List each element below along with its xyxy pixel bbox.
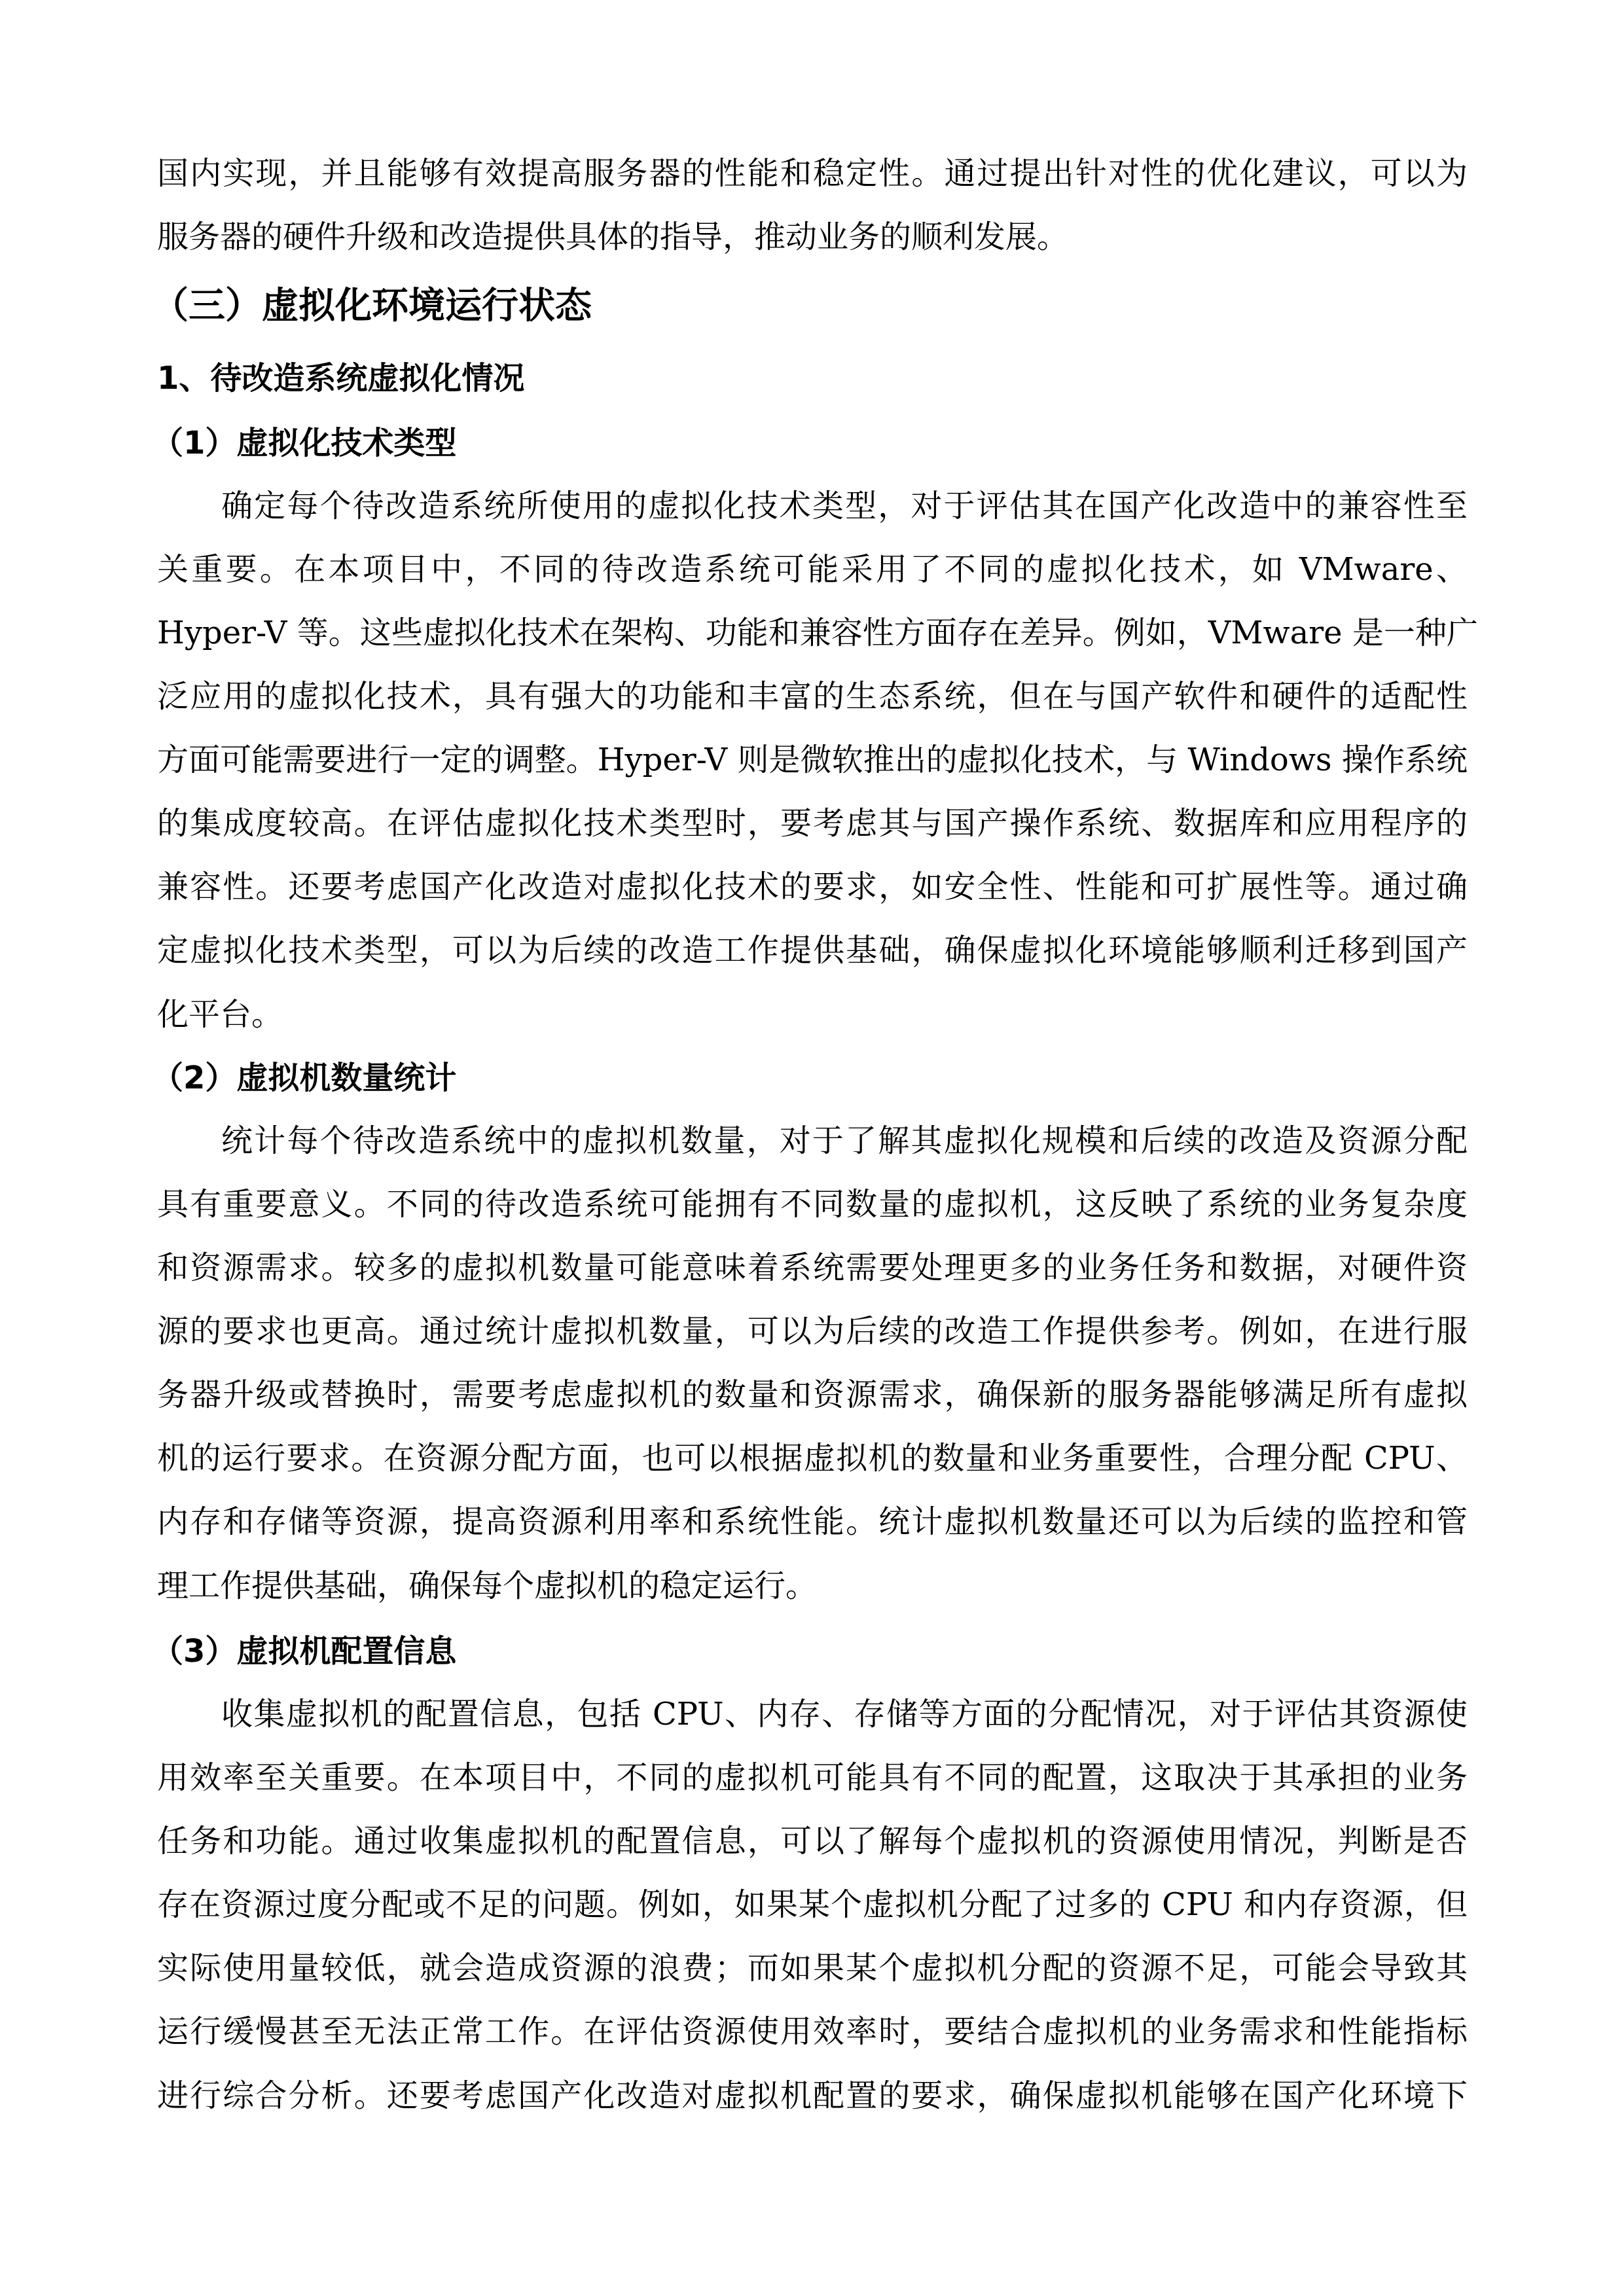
paragraph-2-line-1: 统计每个待改造系统中的虚拟机数量，对于了解其虚拟化规模和后续的改造及资源分配	[221, 1122, 1468, 1159]
paragraph-3-line-5: 实际使用量较低，就会造成资源的浪费；而如果某个虚拟机分配的资源不足，可能会导致其	[157, 1950, 1468, 1986]
paragraph-3-line-4: 存在资源过度分配或不足的问题。例如，如果某个虚拟机分配了过多的 CPU 和内存资源，但	[157, 1886, 1468, 1923]
item-heading-2: （2）虚拟机数量统计	[152, 1060, 457, 1096]
paragraph-1-line-3: Hyper-V 等。这些虚拟化技术在架构、功能和兼容性方面存在差异。例如，VMware 是一种广	[157, 615, 1478, 651]
paragraph-3-line-1: 收集虚拟机的配置信息，包括 CPU、内存、存储等方面的分配情况，对于评估其资源使	[221, 1696, 1468, 1732]
paragraph-1-line-1: 确定每个待改造系统所使用的虚拟化技术类型，对于评估其在国产化改造中的兼容性至	[221, 488, 1468, 524]
item-heading-1: （1）虚拟化技术类型	[152, 425, 457, 461]
paragraph-1-line-2: 关重要。在本项目中，不同的待改造系统可能采用了不同的虚拟化技术，如 VMware、	[157, 551, 1468, 588]
paragraph-3-line-6: 运行缓慢甚至无法正常工作。在评估资源使用效率时，要结合虚拟机的业务需求和性能指标	[157, 2013, 1468, 2050]
intro-line-1: 国内实现，并且能够有效提高服务器的性能和稳定性。通过提出针对性的优化建议，可以为	[157, 155, 1468, 192]
paragraph-1-line-9: 化平台。	[157, 996, 283, 1033]
paragraph-3-line-2: 用效率至关重要。在本项目中，不同的虚拟机可能具有不同的配置，这取决于其承担的业务	[157, 1759, 1468, 1796]
paragraph-3-line-3: 任务和功能。通过收集虚拟机的配置信息，可以了解每个虚拟机的资源使用情况，判断是否	[157, 1823, 1468, 1859]
paragraph-1-line-4: 泛应用的虚拟化技术，具有强大的功能和丰富的生态系统，但在与国产软件和硬件的适配性	[157, 678, 1468, 715]
paragraph-1-line-5: 方面可能需要进行一定的调整。Hyper-V 则是微软推出的虚拟化技术，与 Windows 操作系统	[157, 742, 1468, 778]
paragraph-2-line-2: 具有重要意义。不同的待改造系统可能拥有不同数量的虚拟机，这反映了系统的业务复杂度	[157, 1186, 1468, 1223]
paragraph-3-line-7: 进行综合分析。还要考虑国产化改造对虚拟机配置的要求，确保虚拟机能够在国产化环境下	[157, 2077, 1468, 2114]
paragraph-1-line-8: 定虚拟化技术类型，可以为后续的改造工作提供基础，确保虚拟化环境能够顺利迁移到国产	[157, 932, 1468, 969]
intro-line-2: 服务器的硬件升级和改造提供具体的指导，推动业务的顺利发展。	[157, 219, 1069, 255]
paragraph-2-line-8: 理工作提供基础，确保每个虚拟机的稳定运行。	[157, 1568, 818, 1604]
paragraph-2-line-3: 和资源需求。较多的虚拟机数量可能意味着系统需要处理更多的业务任务和数据，对硬件资	[157, 1249, 1468, 1286]
section-heading: （三）虚拟化环境运行状态	[152, 285, 592, 327]
item-heading-3: （3）虚拟机配置信息	[152, 1633, 457, 1670]
paragraph-2-line-6: 机的运行要求。在资源分配方面，也可以根据虚拟机的数量和业务重要性，合理分配 CPU、	[157, 1440, 1468, 1477]
paragraph-1-line-7: 兼容性。还要考虑国产化改造对虚拟化技术的要求，如安全性、性能和可扩展性等。通过确	[157, 869, 1468, 905]
paragraph-1-line-6: 的集成度较高。在评估虚拟化技术类型时，要考虑其与国产操作系统、数据库和应用程序的	[157, 805, 1468, 842]
paragraph-2-line-5: 务器升级或替换时，需要考虑虚拟机的数量和资源需求，确保新的服务器能够满足所有虚拟	[157, 1376, 1468, 1413]
paragraph-2-line-7: 内存和存储等资源，提高资源利用率和系统性能。统计虚拟机数量还可以为后续的监控和管	[157, 1503, 1468, 1540]
paragraph-2-line-4: 源的要求也更高。通过统计虚拟机数量，可以为后续的改造工作提供参考。例如，在进行服	[157, 1313, 1468, 1350]
subsection-heading: 1、待改造系统虚拟化情况	[157, 360, 525, 397]
